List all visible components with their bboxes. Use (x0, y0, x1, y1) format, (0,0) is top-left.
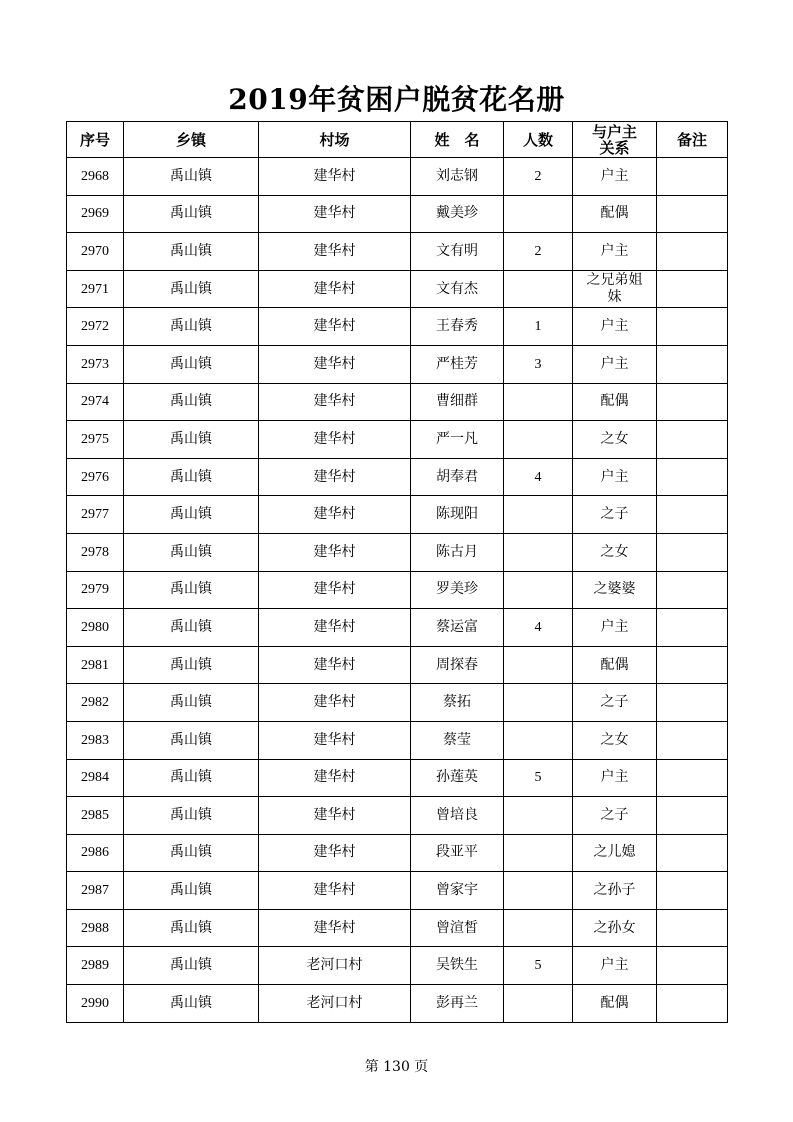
cell-town: 禹山镇 (124, 909, 259, 947)
cell-seq: 2990 (67, 985, 124, 1023)
table-row (67, 496, 728, 534)
cell-remarks (657, 721, 728, 759)
cell-remarks (657, 458, 728, 496)
cell-name: 王春秀 (411, 308, 504, 346)
cell-count: 4 (504, 609, 573, 647)
cell-village: 建华村 (259, 797, 411, 835)
cell-name: 戴美珍 (411, 195, 504, 233)
page-number: 第 130 页 (364, 1059, 429, 1075)
cell-town: 禹山镇 (124, 609, 259, 647)
header-cell-remarks: 备注 (657, 122, 728, 158)
table-row (67, 609, 728, 647)
cell-village: 建华村 (259, 834, 411, 872)
cell-name: 罗美珍 (411, 571, 504, 609)
cell-village: 建华村 (259, 872, 411, 910)
cell-town: 禹山镇 (124, 233, 259, 271)
cell-relation: 之女 (573, 721, 657, 759)
cell-remarks (657, 872, 728, 910)
cell-count: 5 (504, 759, 573, 797)
table-row (67, 721, 728, 759)
cell-relation: 之儿媳 (573, 834, 657, 872)
cell-count (504, 872, 573, 910)
cell-relation: 之婆婆 (573, 571, 657, 609)
cell-name: 文有明 (411, 233, 504, 271)
cell-relation: 户主 (573, 609, 657, 647)
cell-village: 建华村 (259, 721, 411, 759)
cell-relation: 之子 (573, 797, 657, 835)
cell-town: 禹山镇 (124, 721, 259, 759)
cell-village: 建华村 (259, 270, 411, 308)
table-row (67, 270, 728, 308)
table-row (67, 308, 728, 346)
cell-village: 建华村 (259, 571, 411, 609)
cell-seq: 2986 (67, 834, 124, 872)
table-header-row (67, 122, 728, 158)
header-cell-name: 姓 名 (411, 122, 504, 158)
table-row (67, 345, 728, 383)
cell-name: 曾渲皙 (411, 909, 504, 947)
cell-name: 蔡莹 (411, 721, 504, 759)
cell-town: 禹山镇 (124, 872, 259, 910)
cell-name: 陈古月 (411, 533, 504, 571)
cell-remarks (657, 421, 728, 459)
table-row (67, 533, 728, 571)
cell-village: 建华村 (259, 458, 411, 496)
cell-relation: 配偶 (573, 383, 657, 421)
cell-count (504, 721, 573, 759)
cell-relation: 户主 (573, 947, 657, 985)
cell-relation: 之孙女 (573, 909, 657, 947)
cell-count (504, 195, 573, 233)
cell-village: 建华村 (259, 158, 411, 196)
cell-relation: 之孙子 (573, 872, 657, 910)
cell-village: 建华村 (259, 646, 411, 684)
cell-remarks (657, 609, 728, 647)
cell-name: 严桂芳 (411, 345, 504, 383)
cell-count (504, 834, 573, 872)
header-cell-relation: 与户主关系 (573, 122, 657, 158)
cell-name: 蔡运富 (411, 609, 504, 647)
cell-remarks (657, 496, 728, 534)
cell-town: 禹山镇 (124, 571, 259, 609)
cell-relation: 之子 (573, 496, 657, 534)
cell-town: 禹山镇 (124, 797, 259, 835)
cell-town: 禹山镇 (124, 759, 259, 797)
cell-count (504, 383, 573, 421)
cell-seq: 2982 (67, 684, 124, 722)
cell-remarks (657, 308, 728, 346)
cell-relation: 户主 (573, 233, 657, 271)
table-row (67, 797, 728, 835)
table-row (67, 834, 728, 872)
cell-remarks (657, 684, 728, 722)
cell-count (504, 496, 573, 534)
cell-relation: 户主 (573, 308, 657, 346)
cell-village: 建华村 (259, 759, 411, 797)
cell-count: 1 (504, 308, 573, 346)
cell-count: 2 (504, 233, 573, 271)
cell-town: 禹山镇 (124, 646, 259, 684)
cell-seq: 2973 (67, 345, 124, 383)
table-row (67, 985, 728, 1023)
cell-town: 禹山镇 (124, 684, 259, 722)
cell-village: 老河口村 (259, 985, 411, 1023)
cell-seq: 2975 (67, 421, 124, 459)
cell-name: 曾家宇 (411, 872, 504, 910)
cell-town: 禹山镇 (124, 834, 259, 872)
cell-town: 禹山镇 (124, 383, 259, 421)
table-row (67, 909, 728, 947)
cell-remarks (657, 233, 728, 271)
cell-relation: 之女 (573, 533, 657, 571)
cell-count (504, 909, 573, 947)
table-row (67, 759, 728, 797)
cell-seq: 2977 (67, 496, 124, 534)
table-row (67, 158, 728, 196)
cell-seq: 2971 (67, 270, 124, 308)
cell-seq: 2989 (67, 947, 124, 985)
table-row (67, 421, 728, 459)
header-cell-seq: 序号 (67, 122, 124, 158)
cell-relation: 户主 (573, 345, 657, 383)
cell-relation: 配偶 (573, 195, 657, 233)
cell-seq: 2978 (67, 533, 124, 571)
cell-village: 建华村 (259, 909, 411, 947)
cell-remarks (657, 985, 728, 1023)
roster-table (66, 121, 728, 1023)
cell-village: 建华村 (259, 195, 411, 233)
cell-village: 建华村 (259, 345, 411, 383)
cell-name: 陈现阳 (411, 496, 504, 534)
cell-seq: 2970 (67, 233, 124, 271)
cell-count (504, 270, 573, 308)
cell-village: 建华村 (259, 421, 411, 459)
header-cell-town: 乡镇 (124, 122, 259, 158)
table-row (67, 458, 728, 496)
cell-seq: 2984 (67, 759, 124, 797)
cell-name: 文有杰 (411, 270, 504, 308)
cell-village: 建华村 (259, 308, 411, 346)
cell-name: 吴铁生 (411, 947, 504, 985)
table-row (67, 233, 728, 271)
cell-relation: 之子 (573, 684, 657, 722)
cell-village: 老河口村 (259, 947, 411, 985)
cell-remarks (657, 270, 728, 308)
cell-village: 建华村 (259, 496, 411, 534)
cell-name: 曹细群 (411, 383, 504, 421)
cell-town: 禹山镇 (124, 985, 259, 1023)
cell-remarks (657, 834, 728, 872)
cell-count (504, 421, 573, 459)
cell-count (504, 533, 573, 571)
cell-relation: 之女 (573, 421, 657, 459)
cell-relation: 户主 (573, 458, 657, 496)
cell-count: 2 (504, 158, 573, 196)
cell-relation: 户主 (573, 759, 657, 797)
cell-count (504, 985, 573, 1023)
cell-relation: 配偶 (573, 985, 657, 1023)
cell-seq: 2988 (67, 909, 124, 947)
cell-town: 禹山镇 (124, 947, 259, 985)
cell-name: 周探春 (411, 646, 504, 684)
cell-seq: 2969 (67, 195, 124, 233)
table-row (67, 571, 728, 609)
cell-town: 禹山镇 (124, 270, 259, 308)
cell-village: 建华村 (259, 684, 411, 722)
cell-count (504, 571, 573, 609)
table-row (67, 195, 728, 233)
cell-count: 5 (504, 947, 573, 985)
cell-seq: 2981 (67, 646, 124, 684)
cell-seq: 2979 (67, 571, 124, 609)
table-row (67, 383, 728, 421)
cell-town: 禹山镇 (124, 195, 259, 233)
cell-village: 建华村 (259, 233, 411, 271)
cell-remarks (657, 947, 728, 985)
cell-seq: 2968 (67, 158, 124, 196)
table-row (67, 947, 728, 985)
cell-remarks (657, 759, 728, 797)
cell-town: 禹山镇 (124, 158, 259, 196)
table-row (67, 872, 728, 910)
header-cell-count: 人数 (504, 122, 573, 158)
header-cell-village: 村场 (259, 122, 411, 158)
cell-count (504, 684, 573, 722)
cell-seq: 2983 (67, 721, 124, 759)
cell-town: 禹山镇 (124, 345, 259, 383)
cell-name: 孙莲英 (411, 759, 504, 797)
cell-name: 曾培良 (411, 797, 504, 835)
cell-remarks (657, 909, 728, 947)
cell-town: 禹山镇 (124, 496, 259, 534)
cell-seq: 2987 (67, 872, 124, 910)
cell-seq: 2972 (67, 308, 124, 346)
cell-count (504, 646, 573, 684)
cell-seq: 2974 (67, 383, 124, 421)
cell-relation: 户主 (573, 158, 657, 196)
cell-name: 胡奉君 (411, 458, 504, 496)
cell-remarks (657, 646, 728, 684)
cell-seq: 2980 (67, 609, 124, 647)
cell-count (504, 797, 573, 835)
cell-remarks (657, 383, 728, 421)
document-title: 2019年贫困户脱贫花名册 (228, 83, 565, 116)
cell-town: 禹山镇 (124, 308, 259, 346)
roster-body (67, 158, 728, 1023)
cell-village: 建华村 (259, 609, 411, 647)
cell-count: 3 (504, 345, 573, 383)
cell-village: 建华村 (259, 383, 411, 421)
table-row (67, 684, 728, 722)
cell-remarks (657, 797, 728, 835)
table-row (67, 646, 728, 684)
cell-seq: 2976 (67, 458, 124, 496)
cell-town: 禹山镇 (124, 533, 259, 571)
cell-name: 刘志钢 (411, 158, 504, 196)
cell-village: 建华村 (259, 533, 411, 571)
cell-remarks (657, 195, 728, 233)
cell-town: 禹山镇 (124, 458, 259, 496)
cell-relation: 配偶 (573, 646, 657, 684)
cell-name: 严一凡 (411, 421, 504, 459)
cell-name: 段亚平 (411, 834, 504, 872)
cell-remarks (657, 158, 728, 196)
cell-remarks (657, 533, 728, 571)
cell-name: 彭再兰 (411, 985, 504, 1023)
cell-town: 禹山镇 (124, 421, 259, 459)
cell-remarks (657, 571, 728, 609)
cell-remarks (657, 345, 728, 383)
cell-relation: 之兄弟姐妹 (573, 270, 657, 308)
cell-count: 4 (504, 458, 573, 496)
cell-seq: 2985 (67, 797, 124, 835)
cell-name: 蔡拓 (411, 684, 504, 722)
